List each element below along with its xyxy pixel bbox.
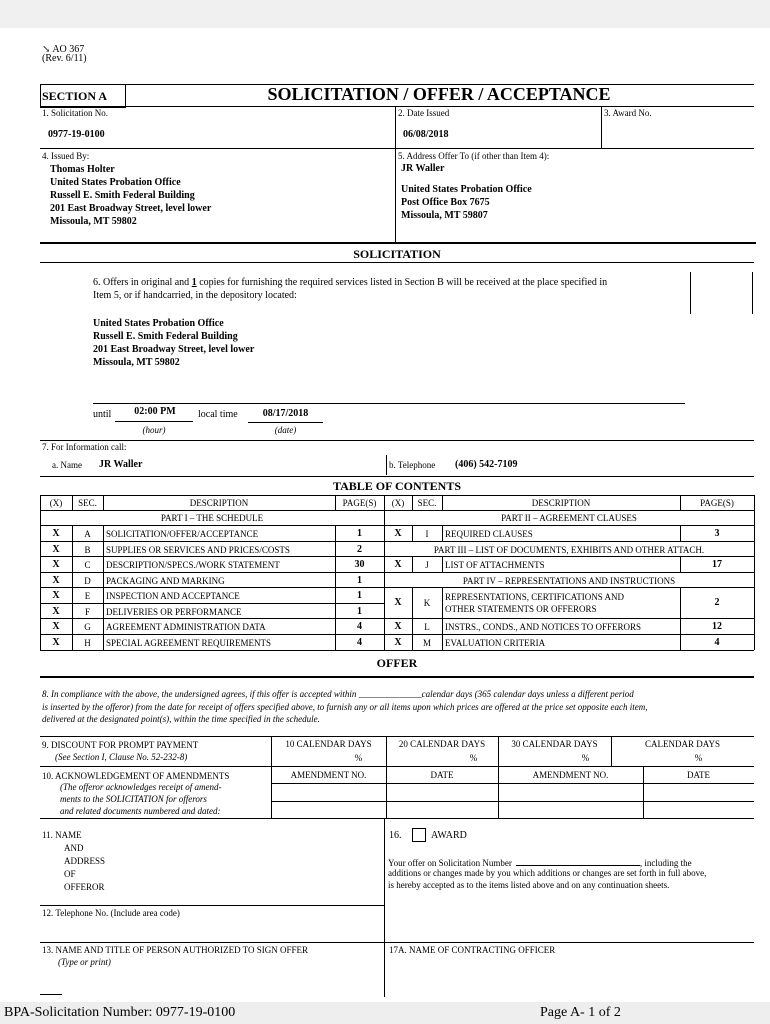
solicitation-heading: SOLICITATION: [353, 247, 441, 261]
discount-col-other: CALENDAR DAYS: [645, 739, 720, 749]
issued-by-label: 4. Issued By:: [42, 151, 90, 161]
toc-col-x-right: (X): [391, 498, 405, 508]
award-label: AWARD: [431, 830, 467, 841]
award-number: 16.: [389, 830, 402, 841]
address-offer-label: 5. Address Offer To (if other than Item 4):: [398, 151, 550, 161]
info-name-value: JR Waller: [99, 459, 143, 470]
award-checkbox[interactable]: [412, 828, 426, 842]
form-id: ↘ AO 367: [42, 44, 85, 55]
discount-sub: (See Section I, Clause No. 52-232-8): [55, 752, 188, 762]
signer-sub: (Type or print): [58, 957, 111, 967]
info-phone-label: b. Telephone: [389, 460, 436, 470]
toc-part1: PART I – THE SCHEDULE: [160, 513, 264, 523]
offeror-name-label: 11. NAME AND ADDRESS OF OFFEROR: [42, 830, 106, 892]
signer-label: 13. NAME AND TITLE OF PERSON AUTHORIZED TO SIGN OFFER: [42, 945, 309, 955]
item8-line1: 8. In compliance with the above, the undersigned agrees, if this offer is accepted within ______________calendar days (365 calendar days unless a different period: [42, 689, 634, 699]
amend-label: 10. ACKNOWLEDGEMENT OF AMENDMENTS: [42, 771, 230, 781]
discount-pct-20: %: [469, 753, 478, 763]
date-issued-value: 06/08/2018: [403, 129, 449, 140]
toc-col-sec-right: SEC.: [417, 498, 437, 508]
award-text-line2: additions or changes made by you which additions or changes are set forth in full above,: [388, 868, 707, 878]
toc-part3: PART III – LIST OF DOCUMENTS, EXHIBITS AND OTHER ATTACH.: [433, 545, 705, 555]
discount-pct-30: %: [581, 753, 590, 763]
address-offer-address: United States Probation Office Post Office Box 7675 Missoula, MT 59807: [401, 184, 532, 221]
toc-part4: PART IV – REPRESENTATIONS AND INSTRUCTIONS: [462, 576, 676, 586]
amend-col-no-1: AMENDMENT NO.: [290, 770, 367, 780]
info-name-label: a. Name: [52, 460, 82, 470]
item6-text: 6. Offers in original and 1 copies for furnishing the required services listed in Section B will be received at the place specified in: [93, 277, 608, 288]
discount-pct-other: %: [694, 753, 703, 763]
discount-label: 9. DISCOUNT FOR PROMPT PAYMENT: [42, 740, 199, 750]
depository-address: United States Probation Office Russell E. Smith Federal Building 201 East Broadway Street, level lower Missoula, MT 59802: [93, 318, 255, 368]
info-phone-value: (406) 542-7109: [455, 459, 518, 470]
section-label: SECTION A: [42, 89, 108, 103]
hour-caption: (hour): [142, 425, 166, 435]
amend-col-date-2: DATE: [687, 770, 710, 780]
local-time-label: local time: [198, 409, 238, 420]
award-text-line1: Your offer on Solicitation Number , including the: [388, 858, 692, 868]
top-bar: [0, 0, 770, 28]
time-value: 02:00 PM: [134, 406, 176, 417]
discount-pct-10: %: [354, 753, 363, 763]
discount-col-30: 30 CALENDAR DAYS: [511, 739, 598, 749]
until-label: until: [93, 409, 112, 420]
address-offer-name: JR Waller: [401, 163, 445, 174]
toc-col-desc-right: DESCRIPTION: [531, 498, 591, 508]
item8-line2: is inserted by the offeror) from the date for receipt of offers specified above, to furnish any or all items upon which prices are offered at the price set opposite each item,: [42, 702, 648, 712]
date-issued-label: 2. Date Issued: [398, 108, 450, 118]
date-caption: (date): [274, 425, 297, 435]
footer-solicitation-number: BPA-Solicitation Number: 0977-19-0100: [4, 1005, 236, 1020]
form-title: SOLICITATION / OFFER / ACCEPTANCE: [267, 84, 611, 104]
amend-col-date-1: DATE: [430, 770, 454, 780]
toc-col-pages-right: PAGE(S): [700, 498, 734, 508]
item6-text-line2: Item 5, or if handcarried, in the depository located:: [93, 290, 297, 301]
solicitation-no-label: 1. Solicitation No.: [42, 108, 108, 118]
contracting-officer-label: 17A. NAME OF CONTRACTING OFFICER: [389, 945, 556, 955]
amend-sub: (The offeror acknowledges receipt of amend- ments to the SOLICITATION for offerors and related documents numbered and dated:: [60, 782, 222, 816]
form-rev: (Rev. 6/11): [42, 53, 87, 64]
discount-col-10: 10 CALENDAR DAYS: [285, 739, 372, 749]
award-no-label: 3. Award No.: [604, 108, 652, 118]
telephone-label: 12. Telephone No. (Include area code): [42, 908, 180, 918]
date-value: 08/17/2018: [262, 408, 309, 419]
toc-part2: PART II – AGREEMENT CLAUSES: [501, 513, 637, 523]
award-text-line3: is hereby accepted as to the items listed above and on any continuation sheets.: [388, 880, 670, 890]
item8-line3: delivered at the designated point(s), within the time specified in the schedule.: [42, 714, 320, 724]
footer-page-number: Page A- 1 of 2: [540, 1005, 621, 1020]
toc-col-desc: DESCRIPTION: [189, 498, 249, 508]
toc-col-sec: SEC.: [78, 498, 97, 508]
info-label: 7. For Information call:: [42, 442, 127, 452]
issued-by-address: Thomas Holter United States Probation Office Russell E. Smith Federal Building 201 East Broadway Street, level lower Missoula, MT 59802: [50, 164, 212, 227]
discount-col-20: 20 CALENDAR DAYS: [398, 739, 486, 749]
solicitation-no-value: 0977-19-0100: [48, 129, 105, 140]
offer-heading: OFFER: [376, 656, 418, 670]
amend-col-no-2: AMENDMENT NO.: [532, 770, 609, 780]
toc-col-pages: PAGE(S): [342, 498, 377, 508]
toc-col-x: (X): [49, 498, 63, 508]
toc-heading: TABLE OF CONTENTS: [332, 479, 462, 493]
